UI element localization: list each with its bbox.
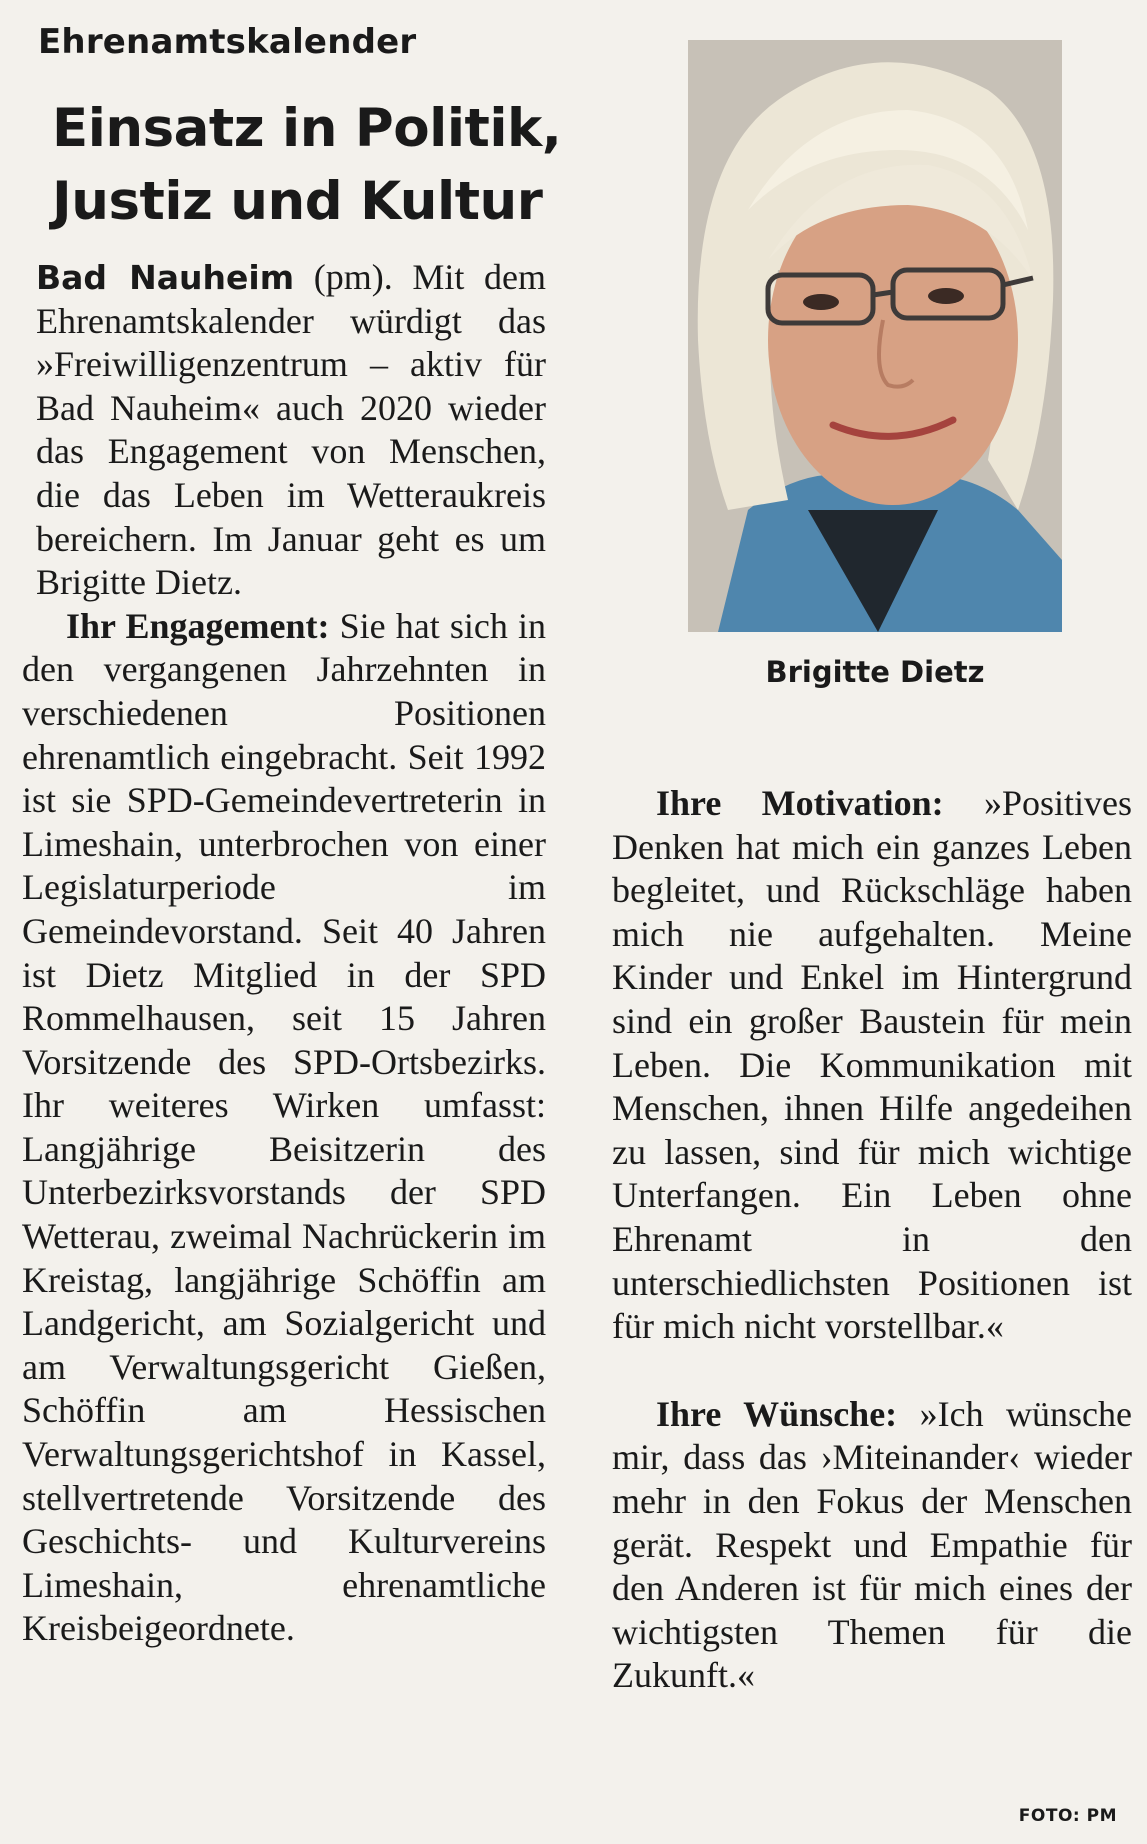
portrait-photo: [688, 40, 1062, 632]
wishes-label: Ihre Wünsche:: [656, 1393, 898, 1434]
engagement-paragraph: [22, 605, 546, 1651]
left-column: [22, 256, 546, 1651]
intro-paragraph: [22, 256, 546, 605]
motivation-text: »Positives Denken hat mich ein ganzes Leben begleitet, und Rückschläge haben mich nie aufgehalten. Meine Kinder und Enkel im Hintergrund sind ein großer Baustein für mein Leben. Die Kommunikation mit Menschen, ihnen Hilfe angedeihen zu lassen, sind für mich wichtige Unterfangen. Ein Leben ohne Ehrenamt in den unterschiedlichsten Positionen ist für mich nicht vorstellbar.«: [612, 783, 1132, 1347]
wishes-paragraph: [612, 1393, 1132, 1698]
photo-credit: FOTO: PM: [1018, 1806, 1117, 1826]
right-column: [612, 782, 1132, 1698]
motivation-label: Ihre Motivation:: [656, 783, 944, 823]
engagement-label: Ihr Engagement:: [66, 605, 330, 646]
dateline: Bad Nauheim: [36, 258, 295, 297]
section-kicker: Ehrenamtskalender: [38, 22, 417, 62]
engagement-text: Sie hat sich in den vergangenen Jahrzehnten in verschiedenen Positionen ehrenamtlich eingebracht. Seit 1992 ist sie SPD-Gemeindevertreterin in Limeshain, unterbrochen von einer Legislaturperiode im Gemeindevorstand. Seit 40 Jahren ist Dietz Mitglied in der SPD Rommelhausen, seit 15 Jahren Vorsitzende des SPD-Ortsbezirks. Ihr weiteres Wirken umfasst: Langjährige Beisitzerin des Unterbezirksvorstands der SPD Wetterau, zweimal Nachrückerin im Kreistag, langjährige Schöffin am Landgericht, am Sozialgericht und am Verwaltungsgericht Gießen, Schöffin am Hessischen Verwaltungsgerichtshof in Kassel, stellvertretende Vorsitzende des Geschichts- und Kulturvereins Limeshain, ehrenamtliche Kreisbeigeordnete.: [22, 605, 546, 1649]
portrait-illustration: [688, 40, 1062, 632]
wishes-text: »Ich wünsche mir, dass das ›Miteinander‹ wieder mehr in den Fokus der Menschen gerät. Respekt und Empathie für den Anderen ist für mich eines der wichtigsten Themen für die Zukunft.«: [612, 1393, 1132, 1696]
headline-line-1: Einsatz in Politik,: [52, 98, 562, 159]
motivation-paragraph: [612, 782, 1132, 1349]
photo-caption: Brigitte Dietz: [765, 655, 985, 689]
intro-text: (pm). Mit dem Ehrenamtskalender würdigt das »Freiwilligenzentrum – aktiv für Bad Nauheim« auch 2020 wieder das Engagement von Menschen, die das Leben im Wetteraukreis bereichern. Im Januar geht es um Brigitte Dietz.: [36, 257, 546, 603]
headline: [52, 92, 572, 238]
headline-line-2: Justiz und Kultur: [52, 171, 543, 232]
